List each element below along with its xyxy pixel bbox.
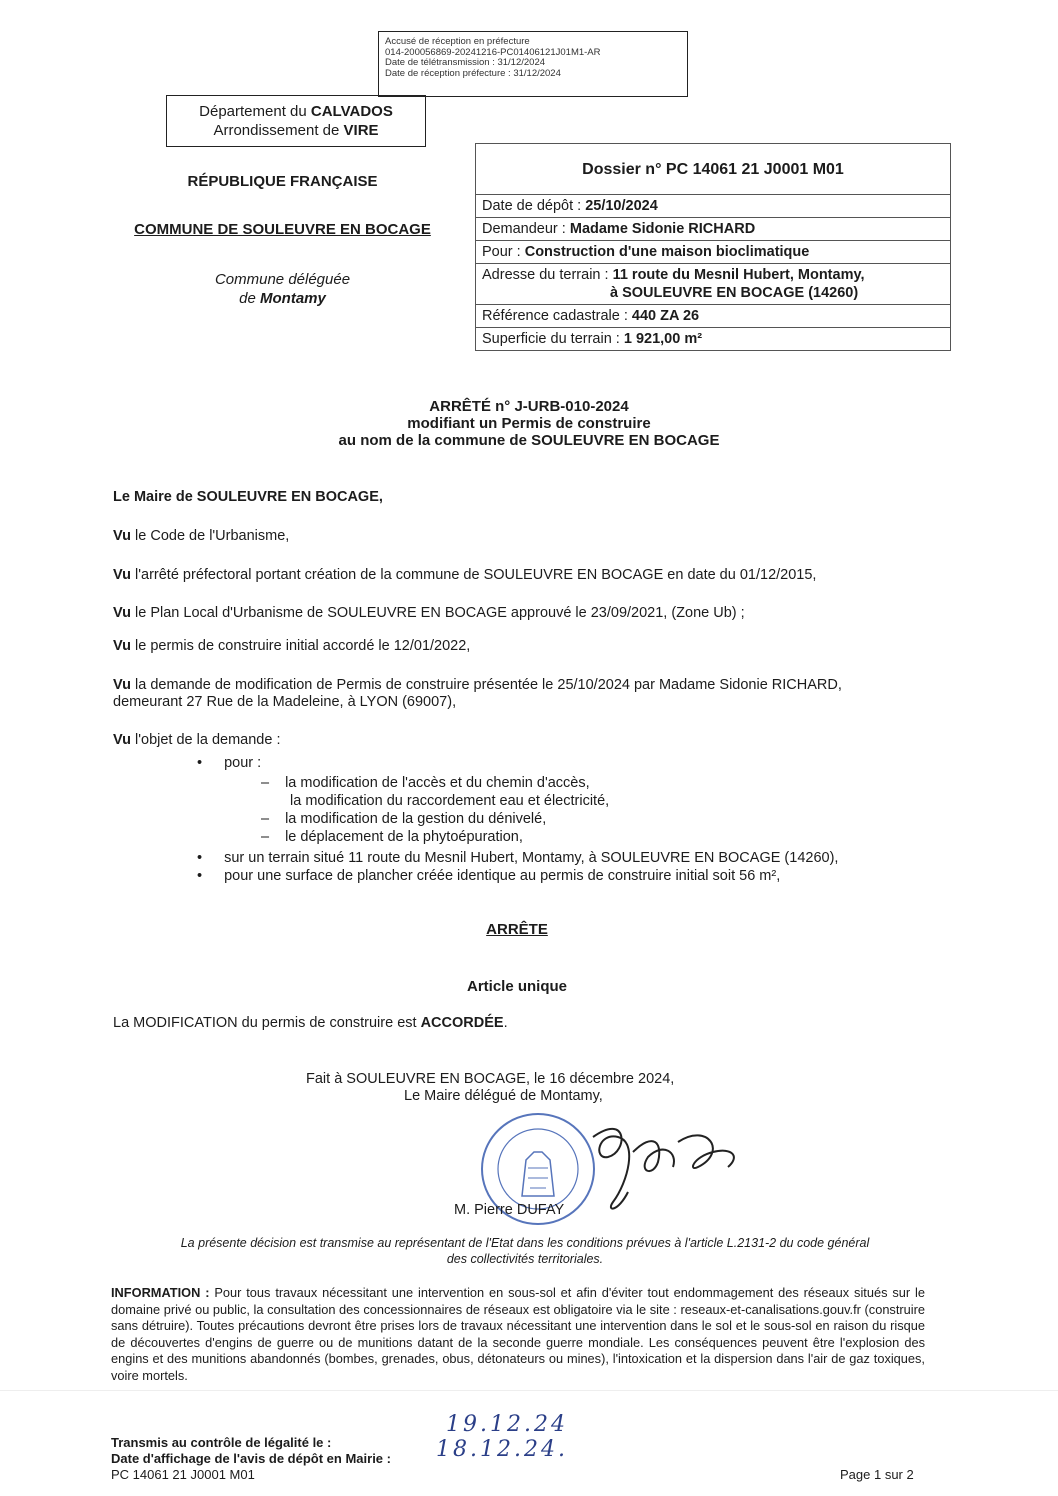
demandeur-value: Madame Sidonie RICHARD bbox=[569, 221, 756, 237]
vu-text: le Code de l'Urbanisme, bbox=[131, 528, 290, 544]
vu-word: Vu bbox=[113, 677, 131, 693]
bullet-text: sur un terrain situé 11 route du Mesnil Hubert, Montamy, à SOULEUVRE EN BOCAGE (14260), bbox=[224, 850, 839, 866]
dossier-table bbox=[475, 143, 951, 351]
information-paragraph bbox=[111, 1285, 925, 1384]
dossier-row-superficie bbox=[476, 328, 950, 350]
bullet-icon: • bbox=[197, 850, 203, 866]
deleguee-prefix: de bbox=[239, 290, 260, 307]
deleguee-line2 bbox=[120, 289, 445, 308]
handwritten-signature bbox=[593, 1129, 734, 1209]
arrete-number: ARRÊTÉ n° J-URB-010-2024 bbox=[429, 398, 629, 415]
dossier-row-depot bbox=[476, 195, 950, 218]
decision-modification: MODIFICATION bbox=[133, 1015, 238, 1031]
pour-label: Pour : bbox=[482, 244, 525, 260]
arrondissement-line bbox=[167, 121, 425, 140]
arrete-heading: ARRÊTE bbox=[486, 921, 548, 938]
transmission-notice bbox=[105, 1235, 945, 1267]
bullet-surface bbox=[197, 868, 780, 885]
arrete-title bbox=[0, 398, 1058, 449]
fait-line: Fait à SOULEUVRE EN BOCAGE, le 16 décembre 2024, bbox=[306, 1071, 675, 1087]
footer-reference: PC 14061 21 J0001 M01 bbox=[111, 1467, 255, 1482]
vu-plu bbox=[113, 605, 943, 622]
departement-line bbox=[167, 102, 425, 121]
pour-value: Construction d'une maison bioclimatique bbox=[524, 244, 810, 260]
maire-line: Le Maire de SOULEUVRE EN BOCAGE, bbox=[113, 489, 383, 505]
dash-icon: – bbox=[261, 829, 270, 845]
bullet-text: pour une surface de plancher créée identique au permis de construire initial soit 56 m², bbox=[224, 868, 781, 884]
vu-text: le Plan Local d'Urbanisme de SOULEUVRE EN BOCAGE approuvé le 23/09/2021, (Zone Ub) ; bbox=[131, 605, 745, 621]
accuse-line: 014-200056869-20241216-PC01406121J01M1-AR bbox=[385, 46, 601, 58]
sub-item-text: la modification de l'accès et du chemin d'accès, bbox=[285, 775, 590, 791]
vu-objet bbox=[113, 732, 943, 749]
bullet-text: pour : bbox=[224, 755, 262, 771]
dossier-row-cadastre bbox=[476, 305, 950, 328]
vu-text: la demande de modification de Permis de construire présentée le 25/10/2024 par Madame Sidonie RICHARD, bbox=[131, 677, 842, 693]
decision-accordee: ACCORDÉE bbox=[420, 1015, 504, 1031]
information-text: Pour tous travaux nécessitant une intervention en sous-sol et afin d'éviter tout endommagement des réseaux situés sur le domaine privé ou public, la consultation des concessionnaires de réseaux est obligatoire via le site : reseaux-et-canalisations.gouv.fr (construire sans détruire). Toutes précautions devront être prises lors de travaux nécessitant une intervention dans le sol et le sous-sol en raison du risque de découvertes d'engins de guerre ou de munitions datant de la seconde guerre mondiale. Les conséquences peuvent être l'explosion des engins et des munitions abandonnés (bombes, grenades, obus, détonateurs ou mines), l'intoxication et la dispersion dans l'air de gaz toxiques, voire mortels. bbox=[111, 1285, 925, 1383]
vu-code bbox=[113, 528, 943, 545]
signatory-name: M. Pierre DUFAY bbox=[454, 1202, 565, 1218]
vu-permis-initial bbox=[113, 638, 943, 655]
adresse-label: Adresse du terrain : bbox=[482, 267, 613, 283]
superficie-label: Superficie du terrain : bbox=[482, 331, 624, 347]
republique-heading: RÉPUBLIQUE FRANÇAISE bbox=[187, 173, 378, 190]
arrondissement-prefix: Arrondissement de bbox=[213, 122, 344, 139]
dossier-title: Dossier n° PC 14061 21 J0001 M01 bbox=[476, 144, 950, 195]
bullet-terrain bbox=[197, 850, 838, 867]
vu-word: Vu bbox=[113, 528, 131, 544]
dash-icon: – bbox=[261, 811, 270, 827]
arrete-subtitle2: au nom de la commune de SOULEUVRE EN BOCAGE bbox=[338, 432, 720, 449]
vu-word: Vu bbox=[113, 605, 131, 621]
decision-end: . bbox=[503, 1015, 508, 1031]
dossier-row-adresse bbox=[476, 264, 950, 305]
arrondissement-name: VIRE bbox=[343, 122, 379, 139]
maire-delegue-line: Le Maire délégué de Montamy, bbox=[404, 1088, 603, 1104]
article-heading: Article unique bbox=[466, 978, 567, 995]
sub-item-text: le déplacement de la phytoépuration, bbox=[285, 829, 523, 845]
deleguee-name: Montamy bbox=[260, 290, 326, 307]
vu-word: Vu bbox=[113, 732, 131, 748]
sub-item-text: la modification de la gestion du dénivelé, bbox=[285, 811, 547, 827]
sub-item-2: la modification du raccordement eau et électricité, bbox=[290, 793, 610, 809]
vu-text: le permis de construire initial accordé le 12/01/2022, bbox=[131, 638, 471, 654]
decision-mid: du permis de construire est bbox=[237, 1015, 421, 1031]
accuse-line: Date de télétransmission : 31/12/2024 bbox=[385, 57, 546, 68]
transmission-line2: des collectivités territoriales. bbox=[446, 1252, 604, 1266]
demandeur-label: Demandeur : bbox=[482, 221, 570, 237]
dash-icon: – bbox=[261, 775, 270, 791]
transmis-label: Transmis au contrôle de légalité le : bbox=[111, 1435, 332, 1450]
footer-divider bbox=[0, 1390, 1058, 1391]
bullet-icon: • bbox=[197, 868, 203, 884]
commune-deleguee bbox=[120, 270, 445, 308]
handwritten-date-transmis: 19.12.24 bbox=[446, 1412, 568, 1437]
handwritten-date-affichage: 18.12.24. bbox=[436, 1437, 568, 1462]
decision-prefix: La bbox=[113, 1015, 134, 1031]
page-number: Page 1 sur 2 bbox=[840, 1467, 914, 1482]
cadastre-value: 440 ZA 26 bbox=[631, 308, 700, 324]
vu-word: Vu bbox=[113, 567, 131, 583]
depot-label: Date de dépôt : bbox=[482, 198, 586, 214]
arrete-subtitle: modifiant un Permis de construire bbox=[407, 415, 651, 432]
bullet-pour bbox=[197, 755, 261, 772]
vu-text: l'arrêté préfectoral portant création de la commune de SOULEUVRE EN BOCAGE en date du 01/12/2015, bbox=[131, 567, 817, 583]
departement-box bbox=[166, 95, 426, 147]
vu-arrete-prefectoral bbox=[113, 567, 943, 584]
depot-value: 25/10/2024 bbox=[585, 198, 658, 214]
vu-word: Vu bbox=[113, 638, 131, 654]
accuse-line: Accusé de réception en préfecture bbox=[385, 36, 530, 47]
sub-item-3 bbox=[261, 811, 546, 828]
dossier-row-demandeur bbox=[476, 218, 950, 241]
adresse-value1: 11 route du Mesnil Hubert, Montamy, bbox=[612, 267, 865, 283]
departement-prefix: Département du bbox=[199, 103, 311, 120]
sub-item-4 bbox=[261, 829, 523, 846]
vu-text-cont: demeurant 27 Rue de la Madeleine, à LYON (69007), bbox=[113, 694, 457, 710]
information-label: INFORMATION : bbox=[111, 1285, 210, 1300]
bullet-icon: • bbox=[197, 755, 203, 771]
deleguee-line1: Commune déléguée bbox=[214, 271, 351, 288]
transmission-line1: La présente décision est transmise au représentant de l'Etat dans les conditions prévues à l'article L.2131-2 du code général bbox=[180, 1236, 870, 1250]
dossier-row-pour bbox=[476, 241, 950, 264]
vu-demande bbox=[113, 677, 943, 711]
vu-text: l'objet de la demande : bbox=[131, 732, 281, 748]
fait-a bbox=[306, 1071, 746, 1105]
accuse-line: Date de réception préfecture : 31/12/2024 bbox=[385, 67, 561, 79]
departement-name: CALVADOS bbox=[310, 103, 393, 120]
adresse-value2: à SOULEUVRE EN BOCAGE (14260) bbox=[610, 285, 859, 301]
decision-text bbox=[113, 1015, 943, 1032]
affichage-label: Date d'affichage de l'avis de dépôt en Mairie : bbox=[111, 1451, 391, 1466]
accuse-reception-box bbox=[378, 31, 688, 97]
sub-item-1 bbox=[261, 775, 590, 792]
cadastre-label: Référence cadastrale : bbox=[482, 308, 632, 324]
superficie-value: 1 921,00 m² bbox=[623, 331, 703, 347]
commune-heading: COMMUNE DE SOULEUVRE EN BOCAGE bbox=[134, 221, 431, 238]
